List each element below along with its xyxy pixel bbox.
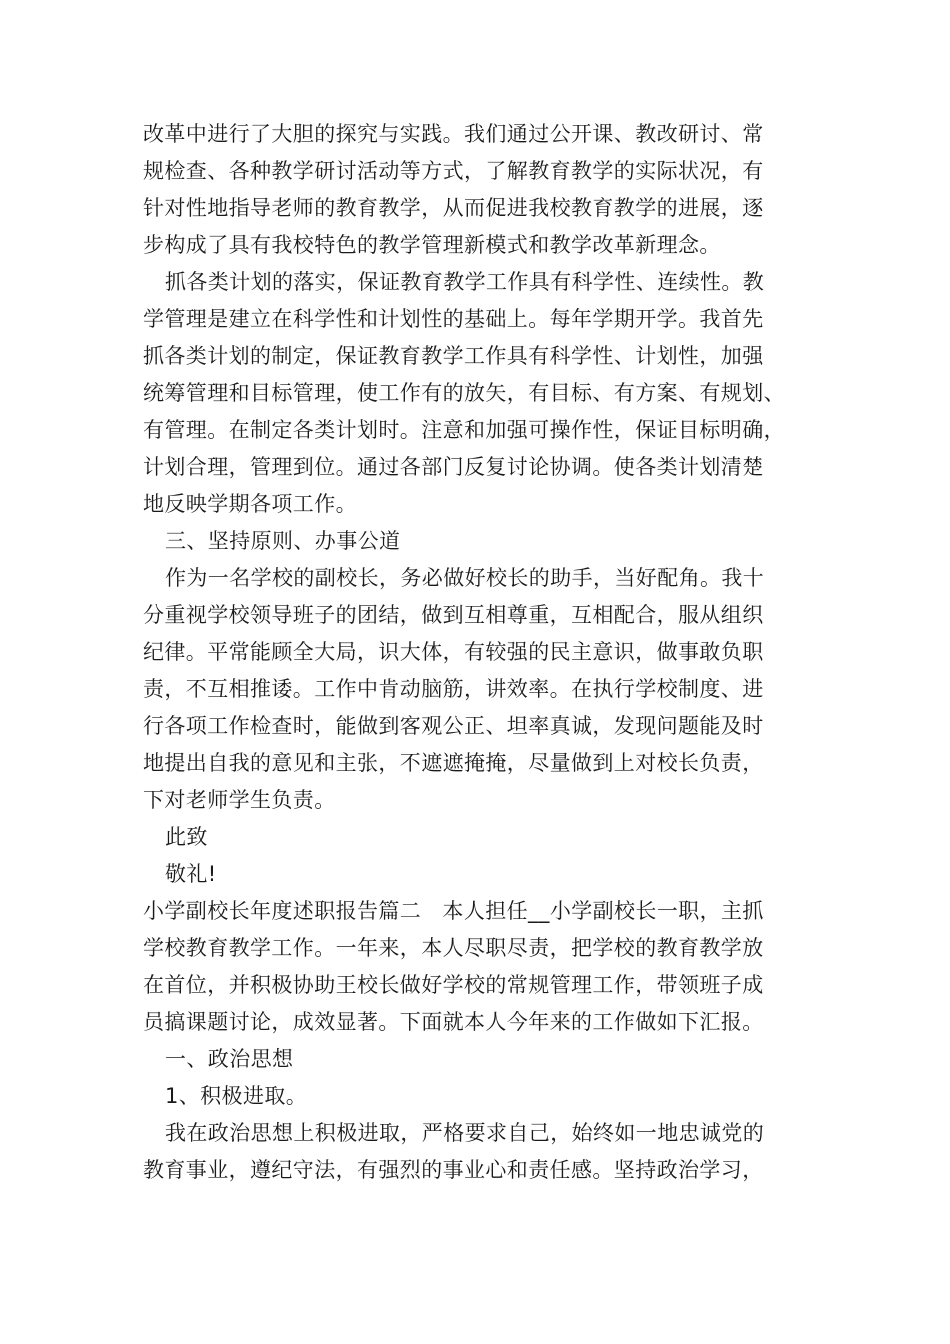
section-heading: 一、政治思想: [165, 1047, 294, 1071]
text-line: 分重视学校领导班子的团结，做到互相尊重，互相配合，服从组织: [143, 603, 764, 627]
text-line: 改革中进行了大胆的探究与实践。我们通过公开课、教改研讨、常: [143, 122, 764, 146]
text-line: 针对性地指导老师的教育教学，从而促进我校教育教学的进展，逐: [143, 196, 764, 220]
text-line: 计划合理，管理到位。通过各部门反复讨论协调。使各类计划清楚: [143, 455, 764, 479]
text-line: 有管理。在制定各类计划时。注意和加强可操作性，保证目标明确，: [143, 418, 785, 442]
text-line: 下对老师学生负责。: [143, 788, 336, 812]
text-line: 教育事业，遵纪守法，有强烈的事业心和责任感。坚持政治学习，: [143, 1158, 764, 1182]
paragraph-start-line: 抓各类计划的落实，保证教育教学工作具有科学性、连续性。教: [165, 270, 765, 294]
text-line: 地反映学期各项工作。: [143, 492, 357, 516]
text-line: 统筹管理和目标管理，使工作有的放矢，有目标、有方案、有规划、: [143, 381, 785, 405]
text-line: 步构成了具有我校特色的教学管理新模式和教学改革新理念。: [143, 233, 721, 257]
text-line: 规检查、各种教学研讨活动等方式，了解教育教学的实际状况，有: [143, 159, 764, 183]
text-line: 在首位，并积极协助王校长做好学校的常规管理工作，带领班子成: [143, 973, 764, 997]
report-title-line: 小学副校长年度述职报告篇二 本人担任__小学副校长一职，主抓: [143, 899, 764, 923]
text-line: 地提出自我的意见和主张，不遮遮掩掩，尽量做到上对校长负责，: [143, 751, 764, 775]
paragraph-start-line: 我在政治思想上积极进取，严格要求自己，始终如一地忠诚党的: [165, 1121, 765, 1145]
document-body: [143, 116, 823, 1189]
text-line: 学管理是建立在科学性和计划性的基础上。每年学期开学。我首先: [143, 307, 764, 331]
paragraph-start-line: 作为一名学校的副校长，务必做好校长的助手，当好配角。我十: [165, 566, 765, 590]
closing-regards: 敬礼!: [165, 862, 217, 886]
text-line: 学校教育教学工作。一年来，本人尽职尽责，把学校的教育教学放: [143, 936, 764, 960]
text-line: 责，不互相推诿。工作中肯动脑筋，讲效率。在执行学校制度、进: [143, 677, 764, 701]
text-line: 员搞课题讨论，成效显著。下面就本人今年来的工作做如下汇报。: [143, 1010, 764, 1034]
text-line: 抓各类计划的制定，保证教育教学工作具有科学性、计划性，加强: [143, 344, 764, 368]
text-line: 纪律。平常能顾全大局，识大体，有较强的民主意识，做事敢负职: [143, 640, 764, 664]
closing-salutation: 此致: [165, 825, 208, 849]
section-heading: 三、坚持原则、办事公道: [165, 529, 401, 553]
subsection-heading: 1、积极进取。: [165, 1084, 308, 1108]
text-line: 行各项工作检查时，能做到客观公正、坦率真诚，发现问题能及时: [143, 714, 764, 738]
